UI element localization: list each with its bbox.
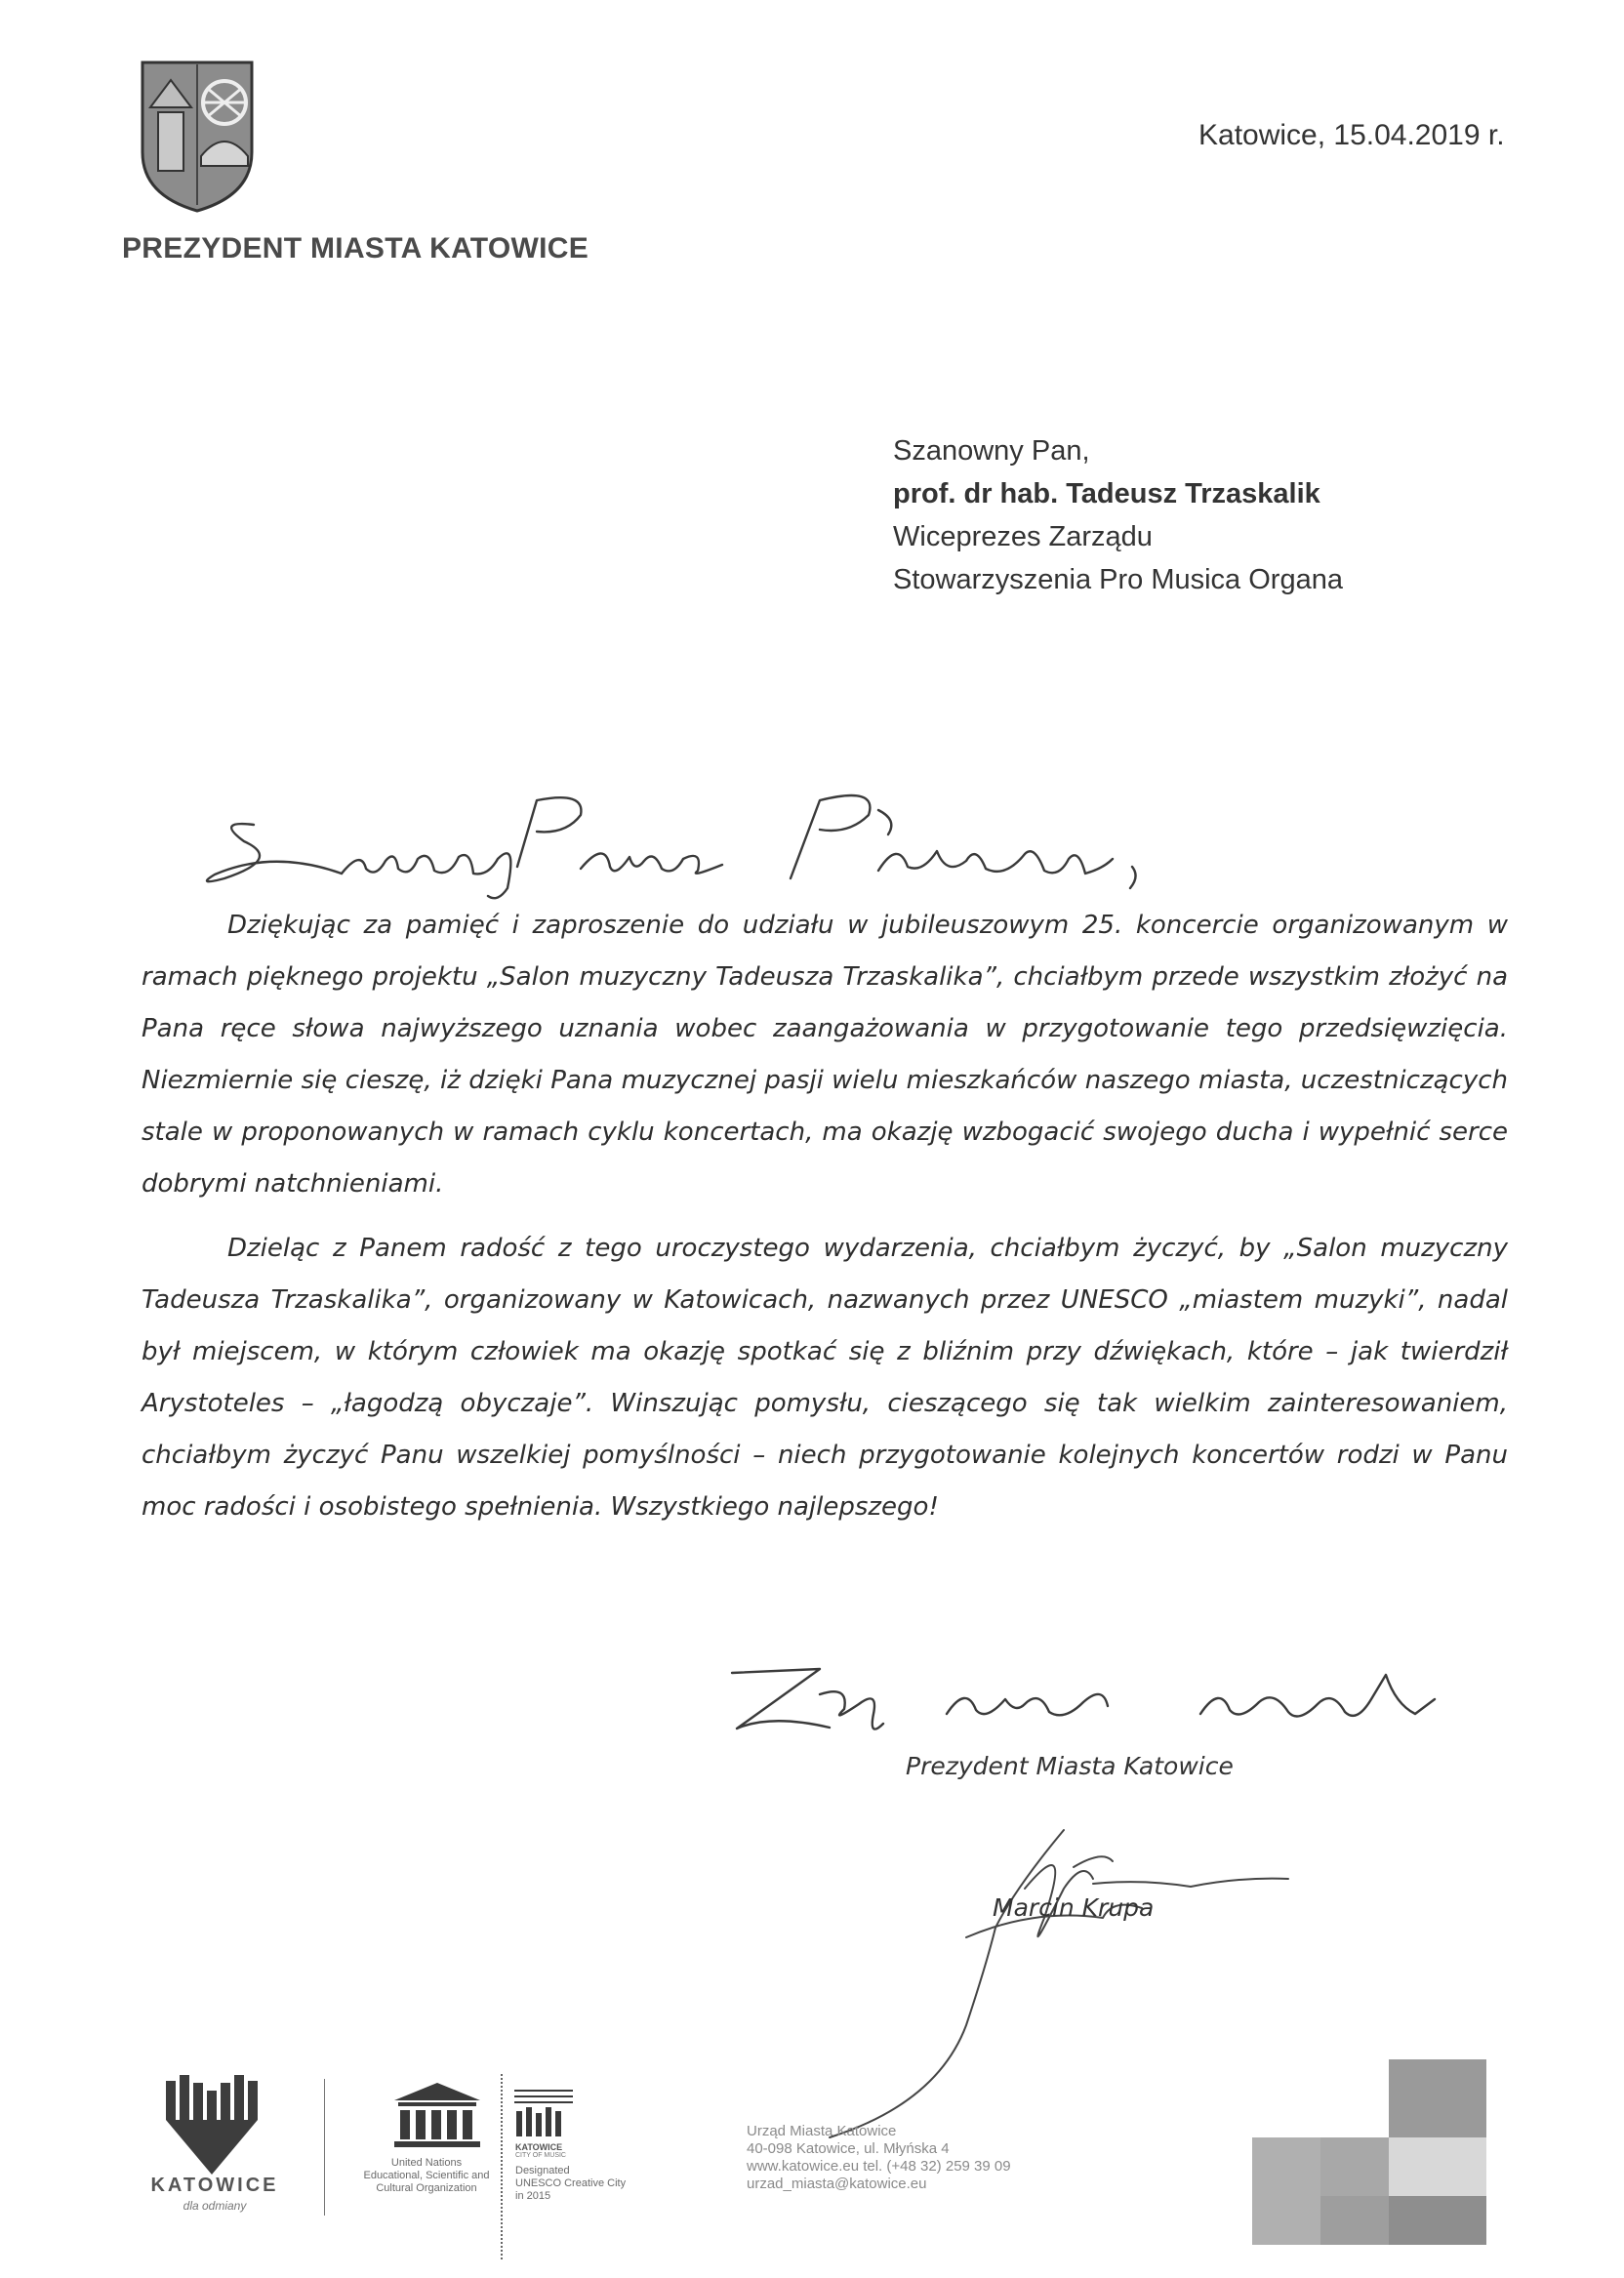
creative-city-subtitle: CITY OF MUSIC	[515, 2152, 566, 2159]
recipient-name: prof. dr hab. Tadeusz Trzaskalik	[893, 478, 1320, 509]
creative-line-2: UNESCO Creative City	[515, 2177, 627, 2189]
footer-divider	[324, 2079, 325, 2216]
recipient-organization: Stowarzyszenia Pro Musica Organa	[893, 564, 1343, 595]
handwritten-salutation	[195, 781, 1230, 908]
footer-dotted-divider	[501, 2074, 503, 2259]
recipient-greeting: Szanowny Pan,	[893, 435, 1090, 467]
deco-square-bottom-left	[1252, 2137, 1320, 2245]
unesco-logo-icon	[388, 2079, 486, 2149]
signatory-name: Marcin Krupa	[993, 1893, 1155, 1922]
creative-line-1: Designated	[515, 2165, 570, 2176]
deco-square-bottom-right	[1389, 2196, 1486, 2245]
recipient-position: Wiceprezes Zarządu	[893, 521, 1153, 552]
unesco-line-2: Educational, Scientific and	[363, 2170, 490, 2181]
deco-square-top	[1389, 2059, 1486, 2137]
office-address-block	[747, 2123, 1011, 2193]
unesco-line-3: Cultural Organization	[376, 2182, 477, 2194]
decorative-squares	[1252, 2059, 1486, 2245]
creative-city-title: KATOWICE	[515, 2142, 563, 2152]
handwritten-closing	[712, 1646, 1454, 1753]
creative-city-music-icon	[512, 2084, 581, 2142]
deco-square-mid	[1320, 2137, 1389, 2196]
katowice-tagline: dla odmiany	[183, 2199, 247, 2213]
deco-square-mid-right	[1389, 2137, 1486, 2196]
issuer-heading: PREZYDENT MIASTA KATOWICE	[122, 232, 589, 264]
unesco-line-1: United Nations	[390, 2157, 463, 2169]
body-paragraph-2: Dzieląc z Panem radość z tego uroczystego wydarzenia, chciałbym życzyć, by „Salon muzyczny Tadeusza Trzaskalika”, organizowany w Katowicach, nazwanych przez UNESCO „miastem muzyki”, nadal był miejscem, w którym człowiek ma okazję spotkać się z bliźnim przy dźwiękach, które – jak twierdził Arystoteles – „łagodzą obyczaje”. Winszując pomysłu, cieszącego się tak wielkim zainteresowaniem, chciałbym życzyć Panu wszelkiej pomyślności – niech przygotowanie kolejnych koncertów rodzi w Panu moc radości i osobistego spełnienia. Wszystkiego najlepszego!	[142, 1234, 1508, 1522]
office-web-phone: www.katowice.eu tel. (+48 32) 259 39 09	[747, 2158, 1011, 2175]
katowice-city-logo-icon	[156, 2067, 273, 2184]
recipient-block	[893, 429, 1343, 601]
president-signature	[820, 1771, 1327, 2142]
office-name: Urząd Miasta Katowice	[747, 2123, 897, 2139]
unesco-caption	[344, 2157, 509, 2195]
office-email: urzad_miasta@katowice.eu	[747, 2176, 927, 2192]
deco-square-bottom-mid	[1320, 2196, 1389, 2245]
office-address: 40-098 Katowice, ul. Młyńska 4	[747, 2140, 950, 2157]
letter-date: Katowice, 15.04.2019 r.	[1198, 119, 1505, 151]
coat-of-arms-icon	[139, 59, 256, 215]
katowice-wordmark: KATOWICE	[150, 2175, 279, 2196]
creative-city-caption	[515, 2165, 626, 2203]
body-paragraph-1: Dziękując za pamięć i zaproszenie do udziału w jubileuszowym 25. koncercie organizowanym w ramach pięknego projektu „Salon muzyczny Tadeusza Trzaskalika”, chciałbym przede wszystkim złożyć na Pana ręce słowa najwyższego uznania wobec zaangażowania w przygotowanie tego przedsięwzięcia. Niezmiernie się cieszę, iż dzięki Pana muzycznej pasji wielu mieszkańców naszego miasta, uczestniczących stale w proponowanych w ramach cyklu koncertach, ma okazję wzbogacić swojego ducha i wypełnić serce dobrymi natchnieniami.	[142, 911, 1508, 1199]
creative-line-3: in 2015	[515, 2190, 551, 2202]
letter-body	[142, 900, 1508, 1533]
signatory-title: Prezydent Miasta Katowice	[906, 1752, 1234, 1780]
